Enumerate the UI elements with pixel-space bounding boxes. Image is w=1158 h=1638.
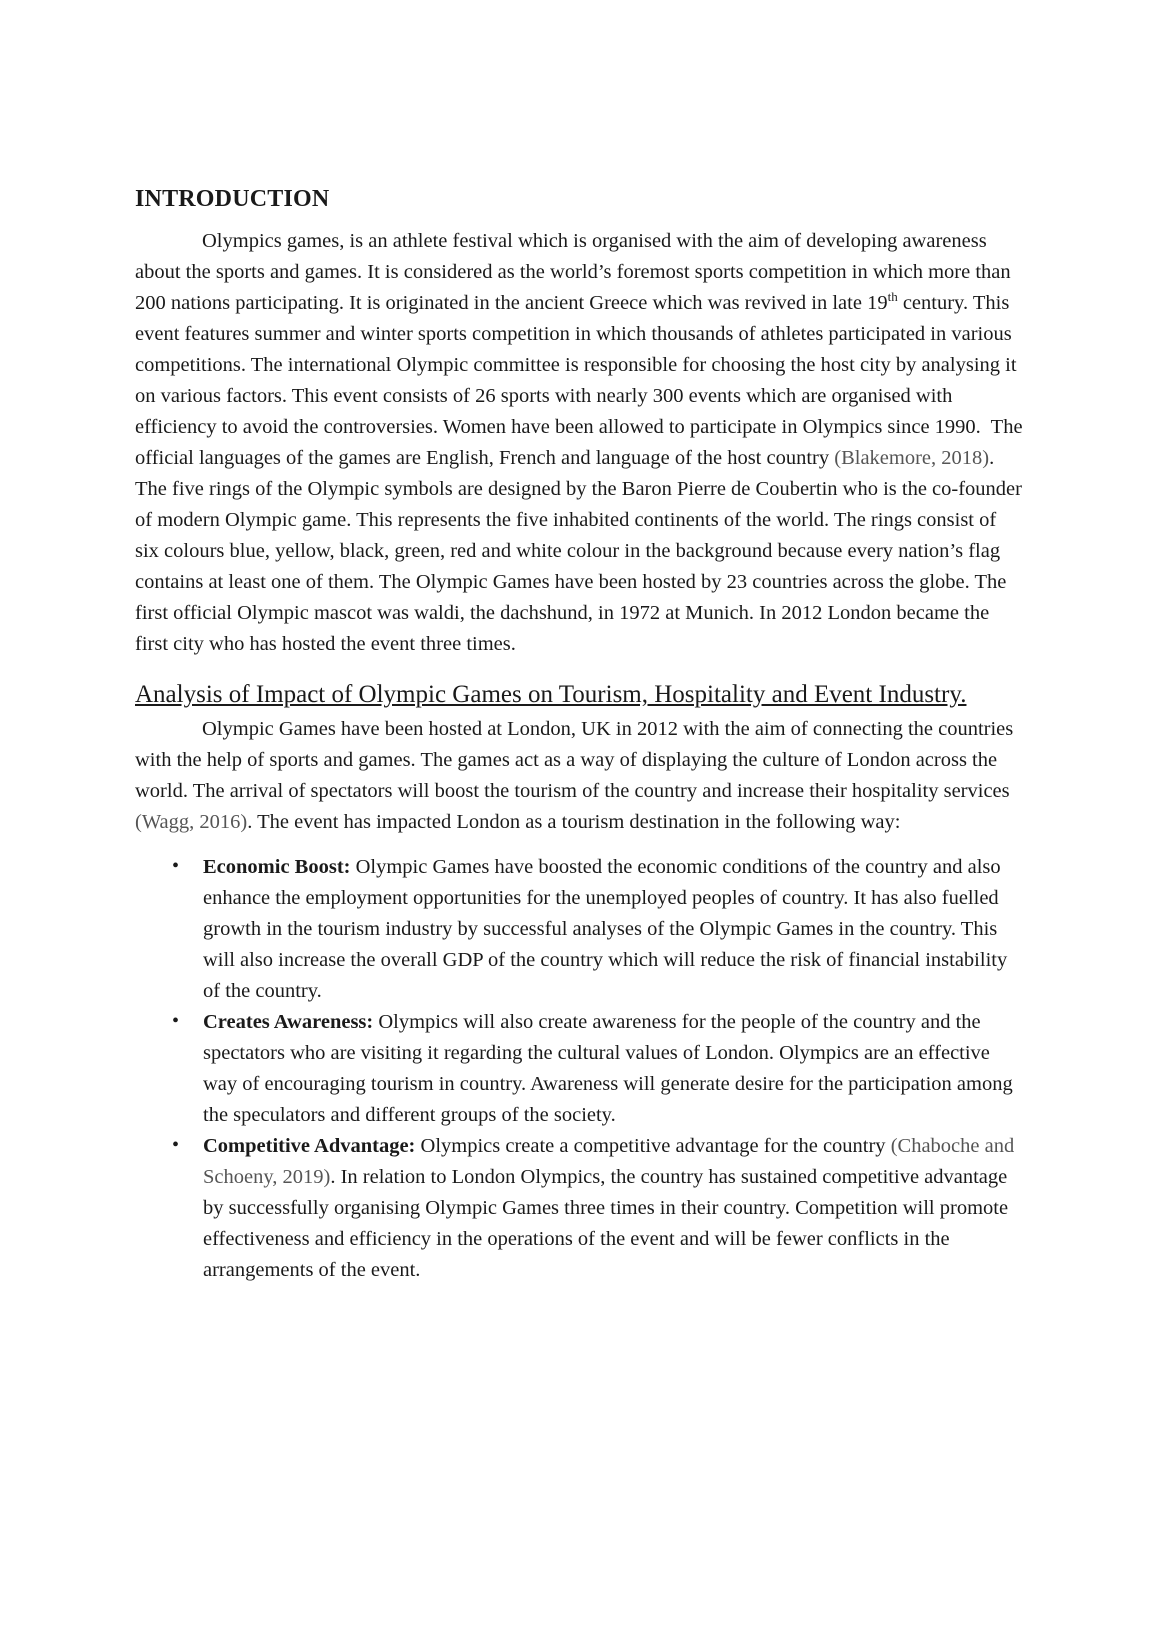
intro-text-1: Olympics games, is an athlete festival which is organised with the aim of developing awareness about the sports and games. It is considered as the world’s foremost sports competition in which more than 200 nations participating. It is originated in the ancient Greece which was revived in late 19 <box>135 230 1016 314</box>
bullet-text: Olympics will also create awareness for the people of the country and the spectators who are visiting it regarding the cultural values of London. Olympics are an effective way of encouraging tourism in country. Awareness will generate desire for the participation among the speculators and different groups of the society. <box>203 1011 1018 1126</box>
bullet-label: Competitive Advantage: <box>203 1135 416 1157</box>
citation-wagg-2016: (Wagg, 2016) <box>135 811 248 833</box>
bullet-icon: • <box>172 1134 180 1156</box>
analysis-paragraph <box>135 714 1023 838</box>
list-item-competitive-advantage <box>135 1131 1023 1286</box>
citation-blakemore-2018: (Blakemore, 2018) <box>834 447 990 469</box>
analysis-text-2: . The event has impacted London as a tourism destination in the following way: <box>247 811 901 833</box>
bullet-icon: • <box>172 1010 180 1032</box>
bullet-label: Creates Awareness: <box>203 1011 374 1033</box>
citation-chaboche-schoeny-2019: (Chaboche and Schoeny, 2019) <box>203 1135 1020 1188</box>
bullet-text: Olympic Games have boosted the economic conditions of the country and also enhance the employment opportunities for the unemployed peoples of country. It has also fuelled growth in the tourism industry by successful analyses of the Olympic Games in the country. This will also increase the overall GDP of the country which will reduce the risk of financial instability of the country. <box>203 856 1013 1002</box>
list-item-creates-awareness <box>135 1007 1023 1131</box>
list-item-economic-boost <box>135 852 1023 1007</box>
ordinal-superscript: th <box>887 289 898 305</box>
section-heading-introduction: INTRODUCTION <box>135 186 330 212</box>
section-heading-analysis: Analysis of Impact of Olympic Games on Tourism, Hospitality and Event Industry. <box>135 681 967 708</box>
impact-list <box>135 852 1023 1286</box>
bullet-label: Economic Boost: <box>203 856 351 878</box>
bullet-text: Olympics create a competitive advantage for the country <box>415 1135 891 1157</box>
intro-text-3: . The five rings of the Olympic symbols are designed by the Baron Pierre de Coubertin who is the co-founder of modern Olympic game. This represents the five inhabited continents of the world. The rings consist of six colours blue, yellow, black, green, red and white colour in the background because every nation’s flag contains at least one of them. The Olympic Games have been hosted by 23 countries across the globe. The first official Olympic mascot was waldi, the dachshund, in 1972 at Munich. In 2012 London became the first city who has hosted the event three times. <box>135 447 1028 655</box>
intro-text-2: century. This event features summer and winter sports competition in which thousands of athletes participated in various competitions. The international Olympic committee is responsible for choosing the host city by analysing it on various factors. This event consists of 26 sports with nearly 300 events which are organised with efficiency to avoid the controversies. Women have been allowed to participate in Olympics since 1990. The official languages of the games are English, French and language of the host country <box>135 292 1028 469</box>
analysis-text-1: Olympic Games have been hosted at London, UK in 2012 with the aim of connecting the countries with the help of sports and games. The games act as a way of displaying the culture of London across the world. The arrival of spectators will boost the tourism of the country and increase their hospitality services <box>135 718 1019 802</box>
bullet-icon: • <box>172 855 180 877</box>
bullet-text-2: . In relation to London Olympics, the country has sustained competitive advantage by successfully organising Olympic Games three times in their country. Competition will promote effectiveness and efficiency in the operations of the event and will be fewer conflicts in the arrangements of the event. <box>203 1166 1014 1281</box>
intro-paragraph <box>135 226 1028 660</box>
